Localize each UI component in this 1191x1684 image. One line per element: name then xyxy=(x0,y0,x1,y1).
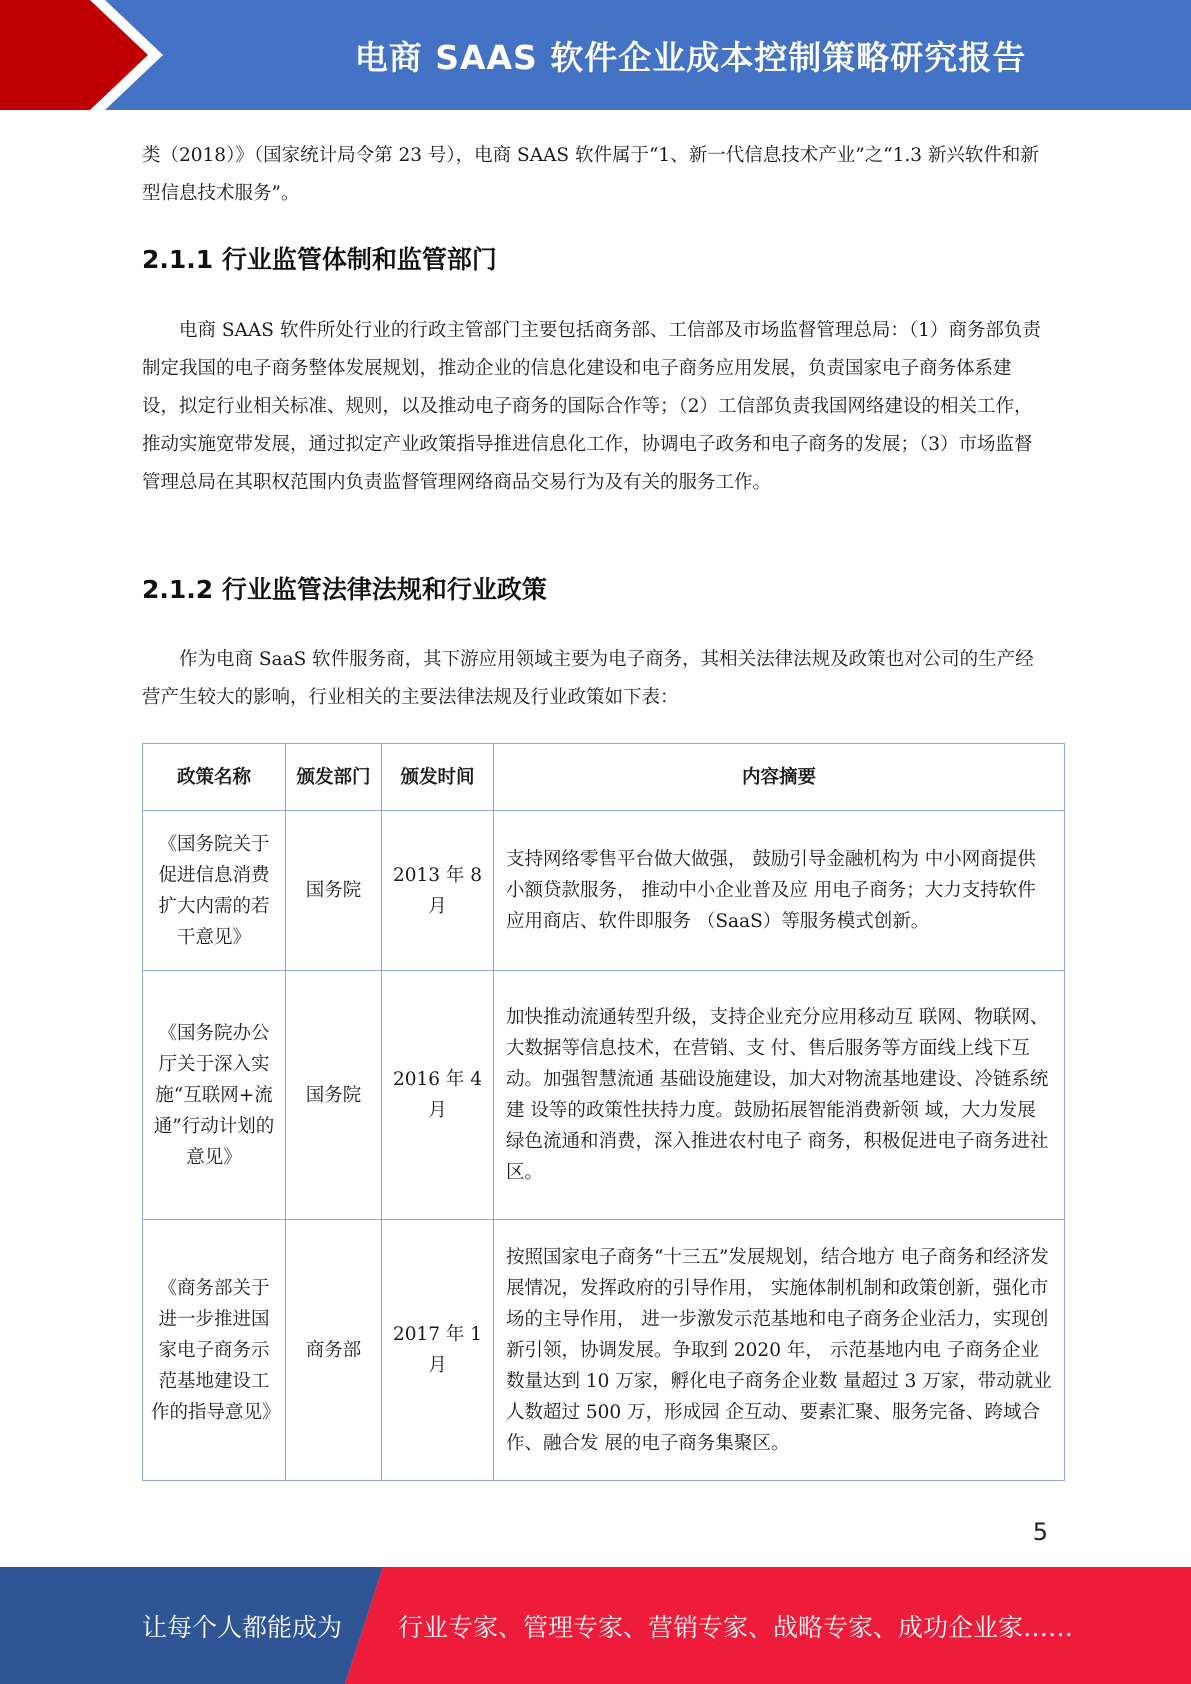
table-row xyxy=(143,971,1065,1220)
header-policy-name: 政策名称 xyxy=(143,744,286,811)
report-title: 电商 SAAS 软件企业成本控制策略研究报告 xyxy=(354,37,1027,77)
summary-cell: 按照国家电子商务“十三五”发展规划，结合地方 电子商务和经济发展情况，发挥政府的引导作用， 实施体制机制和政策创新，强化市场的主导作用， 进一步激发示范基地和电子商务企业活力，实现创 新引领，协调发展。争取到 2020 年， 示范基地内电 子商务企业数量达到 10 万家，孵化电子商务企业数 量超过 3 万家，带动就业人数超过 500 万，形成园 企互动、要素汇聚、服务完备、跨域合作、融合发 展的电子商务集聚区。 xyxy=(494,1220,1065,1481)
summary-cell: 支持网络零售平台做大做强， 鼓励引导金融机构为 中小网商提供小额贷款服务， 推动中小企业普及应 用电子商务；大力支持软件应用商店、软件即服务 （SaaS）等服务模式创新。 xyxy=(494,811,1065,971)
table-row xyxy=(143,811,1065,971)
footer-slogan-left: 让每个人都能成为 xyxy=(142,1612,343,1642)
date-cell: 2013 年 8 月 xyxy=(382,811,494,971)
policy-table xyxy=(142,743,1065,1481)
section-heading-2-1-2: 2.1.2 行业监管法律法规和行业政策 xyxy=(142,575,547,604)
footer-slogan-right: 行业专家、管理专家、营销专家、战略专家、成功企业家…… xyxy=(398,1612,1074,1642)
date-cell: 2016 年 4 月 xyxy=(382,971,494,1220)
page-number: 5 xyxy=(1032,1518,1048,1546)
section-2-1-1-paragraph: 电商 SAAS 软件所处行业的行政主管部门主要包括商务部、工信部及市场监督管理总局：（1）商务部负责制定我国的电子商务整体发展规划，推动企业的信息化建设和电子商务应用发展，负责国家电子商务体系建设，拟定行业相关标准、规则，以及推动电子商务的国际合作等；（2）工信部负责我国网络建设的相关工作，推动实施宽带发展，通过拟定产业政策指导推进信息化工作，协调电子政务和电子商务的发展；（3）市场监督管理总局在其职权范围内负责监督管理网络商品交易行为及有关的服务工作。 xyxy=(142,320,1041,493)
date-cell: 2017 年 1 月 xyxy=(382,1220,494,1481)
department-cell: 国务院 xyxy=(286,811,382,971)
section-heading-2-1-1: 2.1.1 行业监管体制和监管部门 xyxy=(142,245,497,274)
table-row xyxy=(143,1220,1065,1481)
header-issue-date: 颁发时间 xyxy=(382,744,494,811)
policy-name-cell: 《商务部关于进一步推进国家电子商务示范基地建设工作的指导意见》 xyxy=(143,1220,286,1481)
summary-cell: 加快推动流通转型升级，支持企业充分应用移动互 联网、物联网、大数据等信息技术，在营销、支 付、售后服务等方面线上线下互动。加强智慧流通 基础设施建设，加大对物流基地建设、冷链系统建 设等的政策性扶持力度。鼓励拓展智能消费新领 域，大力发展绿色流通和消费，深入推进农村电子 商务，积极促进电子商务进社区。 xyxy=(494,971,1065,1220)
page-header xyxy=(0,0,1191,110)
department-cell: 商务部 xyxy=(286,1220,382,1481)
department-cell: 国务院 xyxy=(286,971,382,1220)
header-issuing-department: 颁发部门 xyxy=(286,744,382,811)
page-footer xyxy=(0,1567,1191,1684)
policy-name-cell: 《国务院办公厅关于深入实施“互联网+流通”行动计划的意见》 xyxy=(143,971,286,1220)
table-header-row xyxy=(143,744,1065,811)
header-summary: 内容摘要 xyxy=(494,744,1065,811)
section-2-1-2-paragraph: 作为电商 SaaS 软件服务商，其下游应用领域主要为电子商务，其相关法律法规及政策也对公司的生产经营产生较大的影响，行业相关的主要法律法规及行业政策如下表： xyxy=(142,649,1034,708)
intro-paragraph: 类（2018）》（国家统计局令第 23 号），电商 SAAS 软件属于“1、新一代信息技术产业”之“1.3 新兴软件和新型信息技术服务”。 xyxy=(142,145,1039,204)
policy-name-cell: 《国务院关于促进信息消费扩大内需的若干意见》 xyxy=(143,811,286,971)
